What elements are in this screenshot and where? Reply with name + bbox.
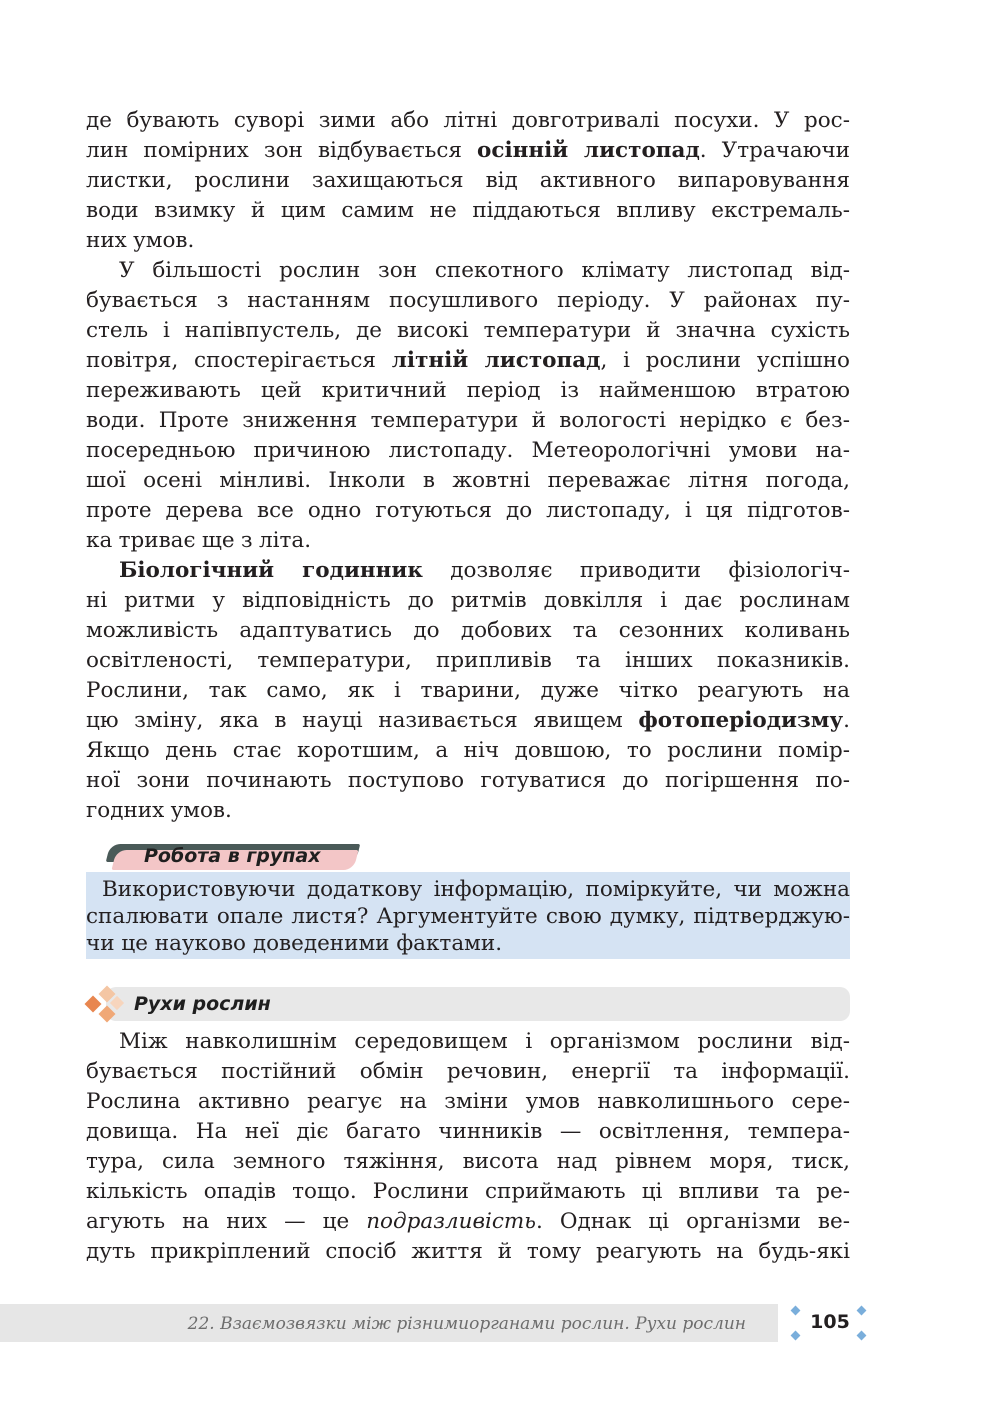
page-body bbox=[86, 106, 850, 1267]
text-line: них умов. bbox=[86, 228, 195, 253]
text-line: дуть прикріплений спосіб життя й тому реагують на будь-які bbox=[86, 1239, 850, 1264]
group-work-title: Робота в групах bbox=[144, 845, 321, 867]
text-line: кількість опадів тощо. Рослини сприймають ці впливи та ре- bbox=[86, 1179, 850, 1204]
text-line: листки, рослини захищаються від активного випаровування bbox=[86, 168, 850, 193]
text-line: Між навколишнім середовищем і організмом рослини від- bbox=[119, 1029, 850, 1054]
text-line: можливість адаптуватись до добових та сезонних коливань bbox=[86, 618, 850, 643]
group-work-task bbox=[86, 872, 850, 959]
text-run: лин помірних зон відбувається bbox=[86, 138, 478, 163]
text-line bbox=[86, 346, 850, 376]
text-line: ні ритми у відповідність до ритмів довкілля і дає рослинам bbox=[86, 588, 850, 613]
running-title: 22. Взаємозвязки між різнимиорганами рослин. Рухи рослин bbox=[187, 1314, 746, 1334]
text-line: посередньою причиною листопаду. Метеорологічні умови на- bbox=[86, 438, 850, 463]
paragraph-biological-clock bbox=[86, 556, 850, 826]
text-line: У більшості рослин зон спекотного клімату листопад від- bbox=[119, 258, 850, 283]
paragraph-summer-leaf-fall bbox=[86, 256, 850, 556]
term-photoperiodism: фотоперіодизму bbox=[638, 708, 844, 733]
text-line: ної зони починають поступово готуватися до погіршення по- bbox=[86, 768, 850, 793]
text-line: стель і напівпустель, де високі температури й значна сухість bbox=[86, 318, 850, 343]
group-work-banner bbox=[86, 840, 850, 872]
text-run: , і рослини успішно bbox=[600, 348, 850, 373]
text-line bbox=[86, 556, 850, 586]
term-biological-clock: Біологічний годинник bbox=[119, 558, 423, 583]
text-line: Якщо день стає коротшим, а ніч довшою, то рослини помір- bbox=[86, 738, 850, 763]
term-summer-leaf-fall: літній листопад bbox=[391, 348, 601, 373]
text-line: шої осені мінливі. Інколи в жовтні переважає літня погода, bbox=[86, 468, 850, 493]
section-header bbox=[86, 985, 850, 1023]
text-line: де бувають суворі зими або літні довготривалі посухи. У рос- bbox=[86, 108, 850, 133]
text-line: чи це науково доведеними фактами. bbox=[86, 931, 503, 956]
text-run: . Утрачаючи bbox=[699, 138, 850, 163]
text-line: годних умов. bbox=[86, 798, 232, 823]
paragraph-leaf-fall bbox=[86, 106, 850, 256]
text-run: . Однак ці організми ве- bbox=[536, 1209, 850, 1234]
text-line: тура, сила земного тяжіння, висота над рівнем моря, тиск, bbox=[86, 1149, 850, 1174]
paragraph-plant-movements bbox=[86, 1027, 850, 1267]
text-line: довища. На неї діє багато чинників — освітлення, темпера- bbox=[86, 1119, 850, 1144]
text-line: Використовуючи додаткову інформацію, поміркуйте, чи можна bbox=[102, 877, 850, 902]
text-line: переживають цей критичний період із найменшою втратою bbox=[86, 378, 850, 403]
diamond-cluster-icon bbox=[84, 985, 128, 1023]
text-line: води взимку й цим самим не піддаються впливу екстремаль- bbox=[86, 198, 850, 223]
text-run: повітря, спостерігається bbox=[86, 348, 392, 373]
text-line: бувається з настанням посушливого періоду. У районах пу- bbox=[86, 288, 850, 313]
term-irritability: подразливість bbox=[366, 1209, 536, 1234]
text-line: освітленості, температури, припливів та інших показників. bbox=[86, 648, 850, 673]
text-run: агують на них — це bbox=[86, 1209, 367, 1234]
text-line bbox=[86, 1207, 850, 1237]
text-line bbox=[86, 706, 850, 736]
text-line: ка триває ще з літа. bbox=[86, 528, 312, 553]
term-autumn-leaf-fall: осінній листопад bbox=[477, 138, 700, 163]
text-line bbox=[86, 136, 850, 166]
text-line: води. Проте зниження температури й вологості нерідко є без- bbox=[86, 408, 850, 433]
text-run: дозволяє приводити фізіологіч- bbox=[422, 558, 850, 583]
text-line: проте дерева все одно готуються до листопаду, і ця підготов- bbox=[86, 498, 850, 523]
text-run: цю зміну, яка в науці називається явищем bbox=[86, 708, 639, 733]
text-line: бувається постійний обмін речовин, енергії та інформації. bbox=[86, 1059, 850, 1084]
page-number: 105 bbox=[810, 1311, 850, 1333]
text-line: спалювати опале листя? Аргументуйте свою думку, підтверджую- bbox=[86, 904, 850, 929]
section-title: Рухи рослин bbox=[134, 993, 271, 1015]
text-line: Рослини, так само, як і тварини, дуже чітко реагують на bbox=[86, 678, 850, 703]
text-run: . bbox=[843, 708, 850, 733]
text-line: Рослина активно реагує на зміни умов навколишнього сере- bbox=[86, 1089, 850, 1114]
